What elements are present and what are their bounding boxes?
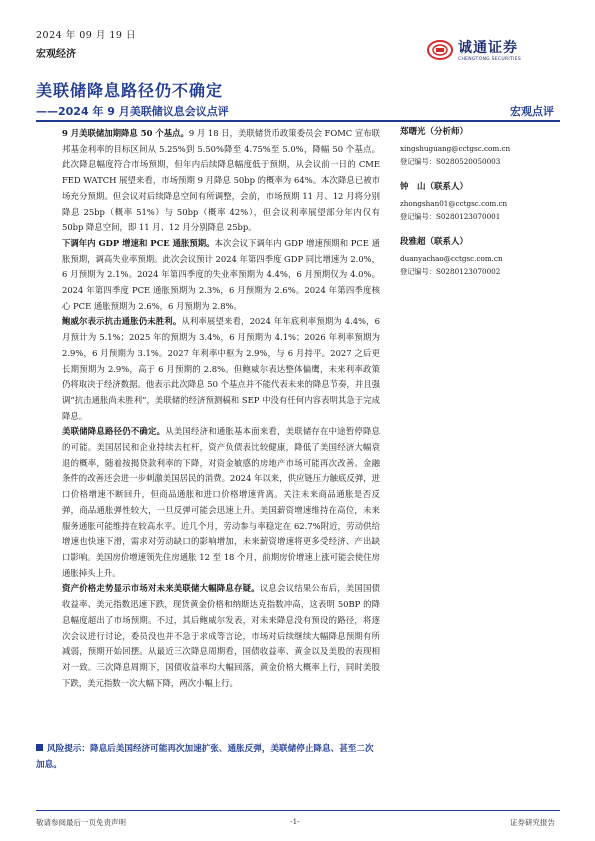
report-type: 宏观点评: [510, 105, 554, 118]
analyst-card: [400, 181, 565, 223]
page-number: -1-: [290, 817, 300, 826]
paragraph-lead: 美联储降息路径仍不确定。: [62, 426, 166, 437]
chengtong-logo-icon: [426, 39, 454, 61]
analyst-registration: 登记编号：S0280123070001: [400, 212, 501, 221]
paragraph-3: [62, 314, 380, 424]
logo-text: 诚通证券: [458, 40, 518, 56]
footer-doc-type: 证券研究报告: [510, 818, 555, 827]
bullet-icon: [36, 744, 43, 751]
footer-disclaimer[interactable]: 敬请参阅最后一页免责声明: [36, 818, 126, 827]
paragraph-lead: 资产价格走势显示市场对未来美联储大幅降息存疑。: [62, 583, 260, 594]
paragraph-text: 9 月 18 日，美联储货币政策委员会 FOMC 宣布联邦基金利率的目标区间从 5.25%到 5.50%降至 4.75%至 5.0%，降幅 50 个基点。此次降息幅度符合市场预期，但年内后续降息幅度低于预期，从会议前一日的 CME FED WATCH 展望来看，市场预期 9 月降息 50bp 的概率为 64%。本次降息已被市场充分预期。但会议对后续降息空间有所调整，会前，市场预期 11 月、12 月将分别降息 25bp（概率 51%）与 50bp（概率 42%），但会议利率展望部分年内仅有 50bp 降息空间，即 11 月、12 月分别降息 25bp。: [62, 128, 380, 233]
risk-warning: [36, 742, 381, 773]
report-title: 美联储降息路径仍不确定: [36, 81, 224, 100]
analyst-name: 郑曙光（分析师）: [400, 127, 469, 137]
analyst-registration: 登记编号：S0280123070002: [400, 267, 501, 276]
footer-divider: [36, 810, 560, 811]
report-body: [62, 126, 380, 691]
paragraph-4: [62, 424, 380, 581]
analyst-email[interactable]: zhongshan01@cctgsc.com.cn: [400, 199, 508, 208]
paragraph-text: 从美国经济和通胀基本面来看，美联储存在中途暂停降息的可能。美国居民和企业持续去杠杆，资产负债表比较健康，降低了美国经济大幅衰退的概率，随着按揭贷款利率的下降，对资金敏感的房地产市场可能再次改善。金融条件的改善还会进一步刺激美国居民的消费。2024 年以来，供应链压力触底反弹，进口价格增速不断回升，但商品通胀和进口价格增速背离。关注未来商品通胀是否反弹，商品通胀弹性较大，一旦反弹可能会迅速上升。美国薪资增速维持在高位，未来服务通胀可能维持在较高水平。近几个月，劳动参与率稳定在 62.7%附近，劳动供给增速也快速下滑，需求对劳动缺口的影响增加，未来薪资增速将更多受经济、产出缺口影响。美国房价增速领先住房通胀 12 至 18 个月，前期房价增速上涨可能会使住房通胀掉头上升。: [62, 426, 381, 578]
report-date: 2024 年 09 月 19 日: [36, 30, 136, 41]
paragraph-lead: 下调年内 GDP 增速和 PCE 通胀预期。: [62, 237, 215, 248]
paragraph-1: [62, 126, 380, 236]
paragraph-text: 本次会议下调年内 GDP 增速预期和 PCE 通胀预期，调高失业率预期。此次会议预计 2024 年第四季度 GDP 同比增速为 2.0%，6 月预期为 2.1%。2024 年第四季度的失业率预期为 4.4%，6 月预期仅为 4.0%。2024 年第四季度 PCE 通胀预期为 2.3%，6 月预期为 2.6%。2024 年第四季度核心 PCE 通胀预期为 2.6%，6 月预期为 2.8%。: [62, 237, 380, 311]
paragraph-5: [62, 581, 380, 691]
paragraph-2: [62, 236, 380, 315]
analyst-card: [400, 126, 565, 168]
analyst-card: [400, 236, 565, 278]
paragraph-lead: 鲍威尔表示抗击通胀仍未胜利。: [62, 316, 182, 327]
report-category: 宏观经济: [36, 49, 76, 60]
paragraph-text: 议息会议结果公布后，美国国债收益率、美元指数迅速下跌，现货黄金价格和纳斯达克指数冲高，这表明 50BP 的降息幅度超出了市场预期。不过，其后鲍威尔发表，对未来降息没有预设的路径，将逐次会议进行讨论，委员没也并不急于求成等言论，市场对后续继续大幅降息预期有所减弱，预期开始回摆。从最近三次降息周期看，国债收益率、黄金以及美股的表现相对一致。三次降息周期下，国债收益率均大幅回落，黄金价格大概率上行，同时美股下跌，美元指数一次大幅下降，两次小幅上行。: [62, 583, 381, 688]
analyst-name: 钟 山（联系人）: [400, 182, 469, 192]
risk-text: 风险提示：降息后美国经济可能再次加速扩张、通胀反弹，美联储停止降息、甚至二次加息。: [36, 744, 374, 770]
header-divider: [36, 120, 560, 122]
analyst-sidebar: [400, 126, 565, 291]
paragraph-text: 从利率展望来看，2024 年年底利率预期为 4.4%，6 月预计为 5.1%；2025 年的预期为 3.4%，6 月预期为 4.1%；2026 年利率预期为 2.9%，6 月预期为 3.1%。2027 年利率中枢为 2.9%，与 6 月持平。2027 之后更长期预期为 2.9%，高于 6 月预期的 2.8%。但鲍威尔表达整体偏鹰，未来利率政策仍将取决于经济数据。他表示此次降息 50 个基点并不能代表未来的降息节奏，并且强调“抗击通胀尚未胜利”，美联储的经济预测稿和 SEP 中没有任何内容表明其急于完成降息。: [62, 316, 380, 421]
company-logo: [426, 37, 521, 62]
report-subtitle: ——2024 年 9 月美联储议息会议点评: [36, 105, 229, 118]
analyst-name: 段雅超（联系人）: [400, 237, 469, 247]
logo-subtext: CHENGTONG SECURITIES: [458, 57, 522, 62]
paragraph-lead: 9 月美联储加期降息 50 个基点。: [62, 128, 189, 138]
analyst-email[interactable]: duanyachao@cctgsc.com.cn: [400, 254, 503, 263]
analyst-registration: 登记编号：S0280520050003: [400, 157, 501, 166]
analyst-email[interactable]: xingshuguang@cctgsc.com.cn: [400, 144, 511, 153]
